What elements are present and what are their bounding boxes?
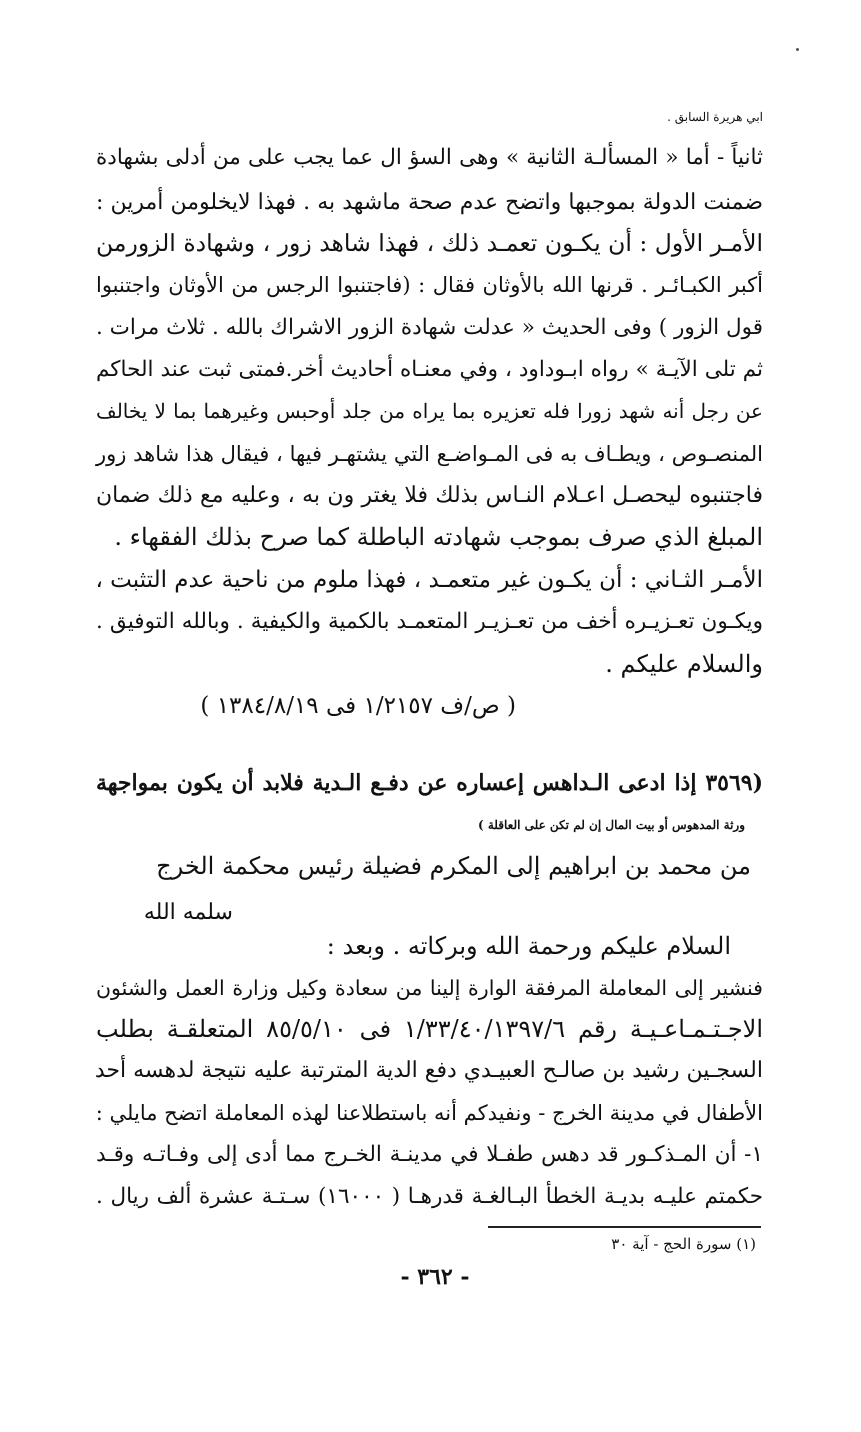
body-line-10: فاجتنبوه ليحصـل اعـلام النـاس بذلك فلا يغتر ون به ، وعليه مع ذلك ضمان <box>96 483 763 508</box>
body-line-14: والسلام عليكم . <box>605 650 763 678</box>
body-line-1: ابي هريرة السابق . <box>667 110 763 124</box>
letter-line-2: الاجـتـمـاعـيـة رقم ١/٣٣/٤٠/١٣٩٧/٦ فى ٨٥/٥/١٠ المتعلقـة بطلب <box>96 1015 764 1043</box>
letter-line-1: فنشير إلى المعاملة المرفقة الوارة إلينا من سعادة وكيل وزارة العمل والشئون <box>96 976 763 1000</box>
body-line-3: ضمنت الدولة بموجبها واتضح عدم صحة ماشهد به . فهذا لايخلومن أمرين : <box>96 190 763 215</box>
page-number: - ٣٦٢ - <box>400 1264 470 1290</box>
letter-line-5: ١- أن المـذكـور قد دهس طفـلا في مدينـة الخـرج مما أدى إلى وفـاتـه وقـد <box>96 1142 763 1167</box>
body-line-2: ثانياً - أما « المسألـة الثانية » وهى السؤ ال عما يجب على من أدلى بشهادة <box>96 145 763 170</box>
footnote: (١) سورة الحج - آية ٣٠ <box>611 1235 756 1253</box>
body-line-9: المنصـوص ، ويطـاف به فى المـواضـع التي يشتهـر فيها ، فيقال هذا شاهد زور <box>96 442 763 466</box>
letter-blessing: سلمه الله <box>143 900 233 925</box>
fatwa-reference: ( ص/ف ١/٢١٥٧ فى ١٣٨٤/٨/١٩ ) <box>200 693 516 719</box>
footnote-divider <box>488 1226 761 1228</box>
letter-line-3: السجـين رشيد بن صالـح العبيـدي دفع الدية المترتبة عليه نتيجة لدهسه أحد <box>94 1058 763 1083</box>
entry-heading-line-1: (٣٥٦٩ إذا ادعى الـداهس إعساره عن دفـع الـدية فلابد أن يكون بمواجهة <box>96 770 763 796</box>
body-line-6: قول الزور ) وفى الحديث « عدلت شهادة الزور الاشراك بالله . ثلاث مرات . <box>96 315 763 340</box>
body-line-12: الأمـر الثـاني : أن يكـون غير متعمـد ، فهذا ملوم من ناحية عدم التثبت ، <box>95 567 763 593</box>
body-line-7: ثم تلى الآيـة » رواه ابـوداود ، وفي معنـاه أحاديث أخر.فمتى ثبت عند الحاكم <box>96 357 763 382</box>
body-line-11: المبلغ الذي صرف بموجب شهادته الباطلة كما صرح بذلك الفقهاء . <box>114 523 763 551</box>
letter-greeting: السلام عليكم ورحمة الله وبركاته . وبعد : <box>326 932 731 960</box>
body-line-8: عن رجل أنه شهد زورا فله تعزيره بما يراه من جلد أوحبس وغيرهما بما لا يخالف <box>96 399 763 423</box>
body-line-13: ويكـون تعـزيـره أخف من تعـزيـر المتعمـد بالكمية والكيفية . وبالله التوفيق . <box>96 609 763 634</box>
body-line-4: الأمـر الأول : أن يكـون تعمـد ذلك ، فهذا شاهد زور ، وشهادة الزورمن <box>96 229 763 257</box>
scan-speck <box>796 48 799 51</box>
body-line-5: أكبر الكبـائـر . قرنها الله بالأوثان فقال : (فاجتنبوا الرجس من الأوثان واجتنبوا <box>96 273 763 297</box>
document-page: ابي هريرة السابق . ثانياً - أما « المسألـة الثانية » وهى السؤ ال عما يجب على من أدلى بشهادة ضمنت الدولة بموجبها واتضح عدم صحة ماشهد به . فهذا لايخلومن أمرين : الأمـر الأول : أن يكـون تعمـد ذلك ، فهذا شاهد زور ، وشهادة الزورمن أكبر الكبـائـر . قرنها الله بالأوثان فقال : (فاجتنبوا الرجس من الأوثان واجتنبوا قول الزور ) وفى الحديث « عدلت شهادة الزور الاشراك بالله . ثلاث مرات . ثم تلى الآيـة » رواه ابـوداود ، وفي معنـاه أحاديث أخر.فمتى ثبت عند الحاكم عن رجل أنه شهد زورا فله تعزيره بما يراه من جلد أوحبس وغيرهما بما لا يخالف المنصـوص ، ويطـاف به فى المـواضـع التي يشتهـر فيها ، فيقال هذا شاهد زور فاجتنبوه ليحصـل اعـلام النـاس بذلك فلا يغتر ون به ، وعليه مع ذلك ضمان المبلغ الذي صرف بموجب شهادته الباطلة كما صرح بذلك الفقهاء . الأمـر الثـاني : أن يكـون غير متعمـد ، فهذا ملوم من ناحية عدم التثبت ، ويكـون تعـزيـره أخف من تعـزيـر المتعمـد بالكمية والكيفية . وبالله التوفيق . والسلام عليكم . ( ص/ف ١/٢١٥٧ فى ١٣٨٤/٨/١٩ ) (٣٥٦٩ إذا ادعى الـداهس إعساره عن دفـع الـدية فلابد أن يكون بمواجهة ورثة المدهوس أو بيت المال إن لم تكن على العاقلة ) من محمد بن ابراهيم إلى المكرم فضيلة رئيس محكمة الخرج سلمه الله السلام عليكم ورحمة الله وبركاته . وبعد : فنشير إلى المعاملة المرفقة الوارة إلينا من سعادة وكيل وزارة العمل والشئون الاجـتـمـاعـيـة رقم ١/٣٣/٤٠/١٣٩٧/٦ فى ٨٥/٥/١٠ المتعلقـة بطلب السجـين رشيد بن صالـح العبيـدي دفع الدية المترتبة عليه نتيجة لدهسه أحد الأطفال في مدينة الخرج - ونفيدكم أنه باستطلاعنا لهذه المعاملة اتضح مايلي : ١- أن المـذكـور قد دهس طفـلا في مدينـة الخـرج مما أدى إلى وفـاتـه وقـد حكمتم عليـه بديـة الخطأ البـالغـة قدرهـا ( ١٦٠٠٠) سـتـة عشرة ألف ريال . (١) سورة الحج - آية ٣٠ - ٣٦٢ - <box>0 0 861 1432</box>
letter-line-4: الأطفال في مدينة الخرج - ونفيدكم أنه باستطلاعنا لهذه المعاملة اتضح مايلي : <box>95 1101 763 1125</box>
letter-line-6: حكمتم عليـه بديـة الخطأ البـالغـة قدرهـا ( ١٦٠٠٠) سـتـة عشرة ألف ريال . <box>96 1184 763 1209</box>
letter-sender-line: من محمد بن ابراهيم إلى المكرم فضيلة رئيس محكمة الخرج <box>156 852 751 880</box>
